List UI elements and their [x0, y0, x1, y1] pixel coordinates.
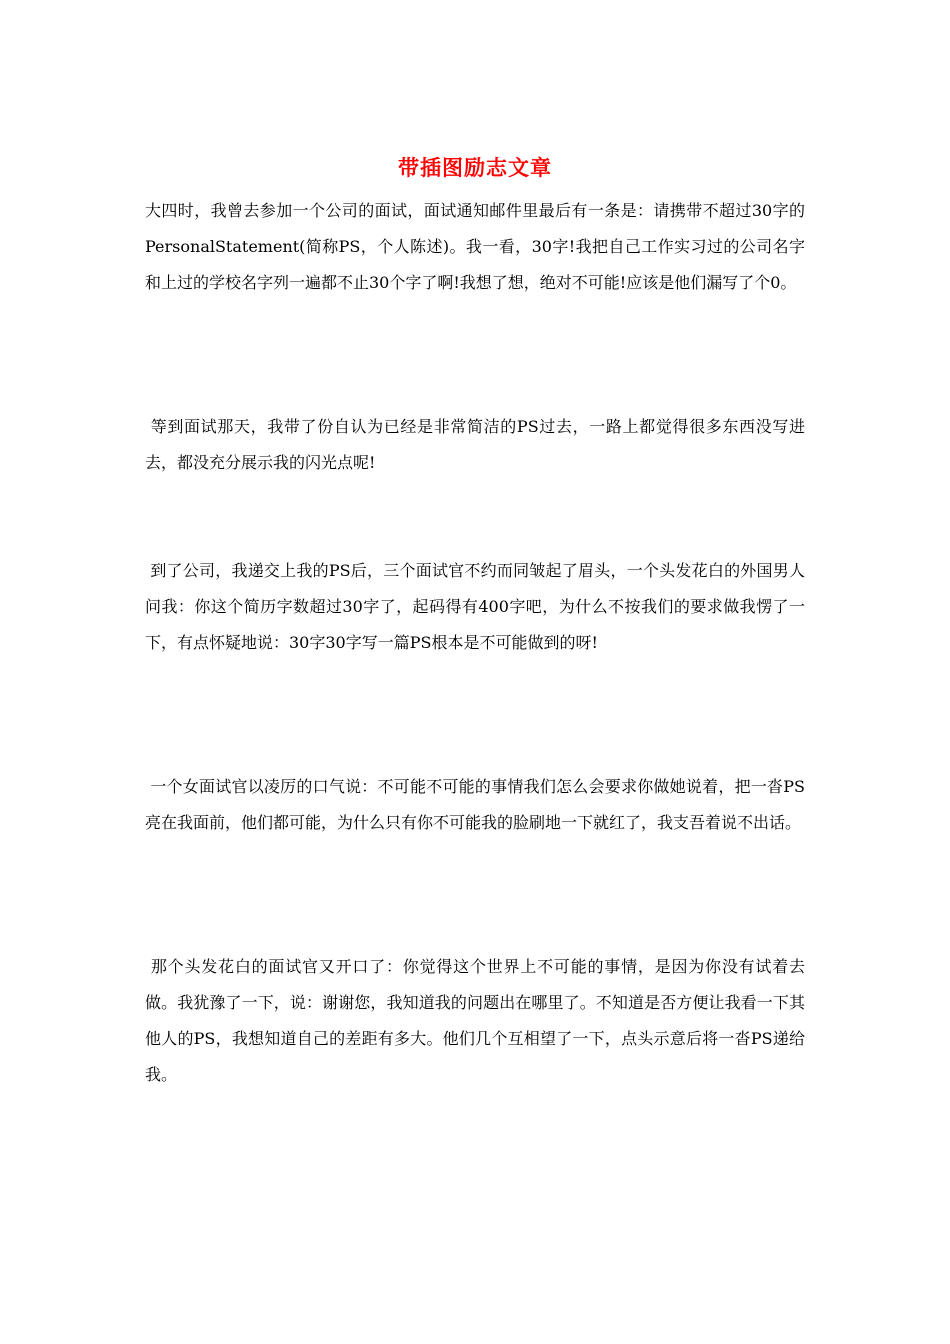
paragraph-4: 一个女面试官以凌厉的口气说：不可能不可能的事情我们怎么会要求你做她说着，把一沓PS亮在我面前，他们都可能，为什么只有你不可能我的脸刷地一下就红了，我支吾着说不出话。	[145, 777, 805, 832]
paragraph-block-4	[145, 769, 805, 841]
paragraph-block-5	[145, 949, 805, 1093]
paragraph-3: 到了公司，我递交上我的PS后，三个面试官不约而同皱起了眉头，一个头发花白的外国男人问我：你这个简历字数超过30字了，起码得有400字吧，为什么不按我们的要求做我愣了一下，有点怀疑地说：30字30字写一篇PS根本是不可能做到的呀!	[145, 561, 805, 652]
paragraph-block-1	[145, 193, 805, 301]
document-title: 带插图励志文章	[398, 155, 552, 180]
paragraph-block-3	[145, 553, 805, 661]
paragraph-block-2	[145, 409, 805, 481]
paragraph-5: 那个头发花白的面试官又开口了：你觉得这个世界上不可能的事情，是因为你没有试着去做。我犹豫了一下，说：谢谢您，我知道我的问题出在哪里了。不知道是否方便让我看一下其他人的PS，我想知道自己的差距有多大。他们几个互相望了一下，点头示意后将一沓PS递给我。	[145, 957, 805, 1084]
paragraph-2: 等到面试那天，我带了份自认为已经是非常简洁的PS过去，一路上都觉得很多东西没写进去，都没充分展示我的闪光点呢!	[145, 417, 805, 472]
paragraph-1: 大四时，我曾去参加一个公司的面试，面试通知邮件里最后有一条是：请携带不超过30字的PersonalStatement(简称PS，个人陈述)。我一看，30字!我把自己工作实习过的公司名字和上过的学校名字列一遍都不止30个字了啊!我想了想，绝对不可能!应该是他们漏写了个0。	[145, 201, 805, 292]
